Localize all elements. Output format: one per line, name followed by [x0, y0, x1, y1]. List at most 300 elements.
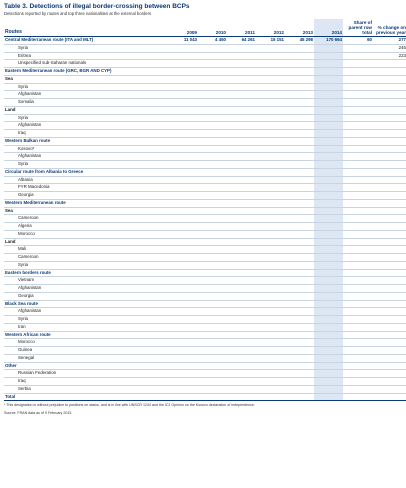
table-cell: [227, 207, 256, 215]
table-cell: [169, 261, 198, 269]
row-label: Eritrea: [4, 52, 169, 60]
table-cell: [314, 347, 343, 355]
table-cell: [285, 153, 314, 161]
table-cell: [227, 331, 256, 339]
table-cell: [227, 292, 256, 300]
table-cell: [198, 153, 227, 161]
table-cell: [285, 354, 314, 362]
row-label: Sea: [4, 207, 169, 215]
table-cell: [169, 246, 198, 254]
table-cell: [314, 122, 343, 130]
table-cell: [198, 137, 227, 145]
row-label: Land: [4, 238, 169, 246]
row-label: Albania: [4, 176, 169, 184]
table-cell: [314, 83, 343, 91]
subgroup-row: [4, 238, 406, 246]
table-cell: [227, 230, 256, 238]
table-cell: [373, 75, 406, 83]
table-cell: [256, 362, 285, 370]
table-cell: [198, 91, 227, 99]
table-cell: [227, 254, 256, 262]
table-cell: [314, 354, 343, 362]
table-cell: [285, 378, 314, 386]
table-cell: [169, 52, 198, 60]
table-cell: [256, 199, 285, 207]
route-row: [4, 199, 406, 207]
table-cell: [227, 261, 256, 269]
table-cell: [373, 60, 406, 68]
table-cell: [169, 362, 198, 370]
table-cell: [343, 176, 373, 184]
row-label: Afghanistan: [4, 308, 169, 316]
table-cell: [227, 308, 256, 316]
table-cell: [169, 230, 198, 238]
table-cell: [285, 176, 314, 184]
table-cell: [285, 137, 314, 145]
table-cell: 4 450: [198, 37, 227, 45]
table-cell: [343, 99, 373, 107]
table-cell: [285, 215, 314, 223]
table-cell: [256, 246, 285, 254]
table-cell: [314, 362, 343, 370]
row-label: Mali: [4, 246, 169, 254]
table-row: [4, 285, 406, 293]
table-cell: [256, 354, 285, 362]
row-label: Black Sea route: [4, 300, 169, 308]
row-label: Senegal: [4, 354, 169, 362]
table-cell: [343, 199, 373, 207]
table-cell: [373, 122, 406, 130]
row-label: Circular route from Albania to Greece: [4, 168, 169, 176]
table-cell: [314, 246, 343, 254]
table-cell: [227, 137, 256, 145]
table-cell: [343, 161, 373, 169]
route-row: [4, 300, 406, 308]
table-cell: [343, 230, 373, 238]
row-label: Iraq: [4, 130, 169, 138]
table-cell: [285, 199, 314, 207]
table-cell: [343, 60, 373, 68]
table-cell: [256, 331, 285, 339]
table-cell: [227, 83, 256, 91]
table-cell: [373, 238, 406, 246]
table-cell: [256, 215, 285, 223]
table-cell: 15 151: [256, 37, 285, 45]
table-cell: [343, 130, 373, 138]
table-cell: [285, 385, 314, 393]
table-cell: [343, 269, 373, 277]
table-cell: [256, 207, 285, 215]
table-cell: [169, 137, 198, 145]
table-cell: [256, 184, 285, 192]
row-label: Morocco: [4, 339, 169, 347]
table-cell: [256, 192, 285, 200]
table-subtitle: Detections reported by routes and top three nationalities at the external borders: [4, 11, 152, 16]
row-label: Afghanistan: [4, 153, 169, 161]
table-cell: [343, 52, 373, 60]
row-label: Total: [4, 393, 169, 401]
table-cell: [198, 44, 227, 52]
table-cell: [373, 130, 406, 138]
table-cell: [314, 215, 343, 223]
row-label: Eastern borders route: [4, 269, 169, 277]
table-cell: [227, 176, 256, 184]
table-cell: [285, 285, 314, 293]
table-cell: [314, 44, 343, 52]
table-cell: [169, 316, 198, 324]
table-cell: [343, 300, 373, 308]
table-cell: [314, 207, 343, 215]
row-label: Afghanistan: [4, 122, 169, 130]
table-cell: [256, 176, 285, 184]
table-cell: [285, 75, 314, 83]
table-cell: [256, 347, 285, 355]
table-cell: [198, 300, 227, 308]
table-cell: [314, 254, 343, 262]
table-row: [4, 277, 406, 285]
table-cell: [343, 254, 373, 262]
table-row: [4, 83, 406, 91]
table-cell: [314, 316, 343, 324]
table-cell: [227, 285, 256, 293]
table-cell: [198, 370, 227, 378]
table-cell: [373, 176, 406, 184]
table-cell: [343, 362, 373, 370]
row-label: Georgia: [4, 192, 169, 200]
table-row: [4, 145, 406, 153]
table-cell: [314, 114, 343, 122]
table-cell: [256, 122, 285, 130]
table-cell: [198, 68, 227, 76]
table-row: [4, 130, 406, 138]
table-cell: [285, 207, 314, 215]
route-row: [4, 331, 406, 339]
column-header: 2014: [314, 19, 343, 37]
table-cell: [256, 168, 285, 176]
table-cell: [314, 75, 343, 83]
table-cell: [373, 362, 406, 370]
table-cell: [198, 323, 227, 331]
table-cell: [227, 168, 256, 176]
table-cell: [227, 153, 256, 161]
table-cell: [198, 168, 227, 176]
table-row: [4, 153, 406, 161]
table-cell: [285, 91, 314, 99]
table-cell: [373, 137, 406, 145]
table-cell: [343, 68, 373, 76]
table-cell: [343, 192, 373, 200]
table-cell: [198, 60, 227, 68]
table-cell: [198, 122, 227, 130]
table-cell: [169, 99, 198, 107]
table-cell: [343, 207, 373, 215]
table-cell: [256, 83, 285, 91]
table-cell: [256, 254, 285, 262]
table-cell: [373, 378, 406, 386]
table-cell: [285, 130, 314, 138]
table-cell: [169, 331, 198, 339]
table-cell: [343, 277, 373, 285]
table-cell: [169, 277, 198, 285]
row-label: Afghanistan: [4, 91, 169, 99]
table-cell: [256, 52, 285, 60]
table-header-row: [4, 19, 406, 37]
table-cell: [343, 106, 373, 114]
table-cell: [343, 215, 373, 223]
table-cell: [169, 207, 198, 215]
table-row: [4, 176, 406, 184]
table-cell: [373, 168, 406, 176]
table-cell: [227, 215, 256, 223]
table-cell: [256, 261, 285, 269]
row-label: Central Mediterranean route (ITA and MLT): [4, 37, 169, 45]
table-cell: [373, 292, 406, 300]
subgroup-row: [4, 75, 406, 83]
table-cell: [373, 385, 406, 393]
table-cell: [227, 91, 256, 99]
table-cell: [285, 331, 314, 339]
table-cell: [198, 199, 227, 207]
table-cell: [373, 145, 406, 153]
table-cell: [285, 339, 314, 347]
table-row: [4, 246, 406, 254]
table-cell: [285, 145, 314, 153]
table-cell: [373, 331, 406, 339]
table-cell: [343, 292, 373, 300]
table-cell: [169, 254, 198, 262]
table-cell: [373, 261, 406, 269]
table-cell: [227, 277, 256, 285]
table-cell: [285, 106, 314, 114]
table-cell: [198, 277, 227, 285]
row-label: Syria: [4, 44, 169, 52]
route-row: [4, 168, 406, 176]
table-row: [4, 161, 406, 169]
table-cell: [169, 75, 198, 83]
table-cell: [169, 176, 198, 184]
table-cell: [314, 130, 343, 138]
table-row: [4, 230, 406, 238]
table-cell: [343, 331, 373, 339]
table-cell: [169, 145, 198, 153]
table-cell: [169, 370, 198, 378]
table-cell: [285, 114, 314, 122]
table-cell: [285, 168, 314, 176]
table-cell: [373, 370, 406, 378]
row-label: Syria: [4, 161, 169, 169]
table-cell: [343, 122, 373, 130]
table-cell: [198, 106, 227, 114]
table-cell: [198, 215, 227, 223]
table-row: [4, 261, 406, 269]
table-cell: [285, 238, 314, 246]
table-cell: 245: [373, 44, 406, 52]
table-cell: [227, 192, 256, 200]
table-cell: [227, 316, 256, 324]
row-label: Land: [4, 106, 169, 114]
table-cell: [314, 52, 343, 60]
table-cell: [373, 223, 406, 231]
table-row: [4, 184, 406, 192]
table-cell: [256, 75, 285, 83]
table-cell: [343, 114, 373, 122]
table-cell: [314, 393, 343, 401]
column-header: 2012: [256, 19, 285, 37]
table-cell: [285, 192, 314, 200]
table-cell: [198, 184, 227, 192]
table-row: [4, 114, 406, 122]
table-cell: [169, 114, 198, 122]
table-cell: [343, 370, 373, 378]
table-cell: 11 043: [169, 37, 198, 45]
table-cell: [198, 378, 227, 386]
table-cell: [343, 137, 373, 145]
table-row: [4, 339, 406, 347]
table-cell: [256, 153, 285, 161]
table-cell: [314, 192, 343, 200]
table-cell: [343, 75, 373, 83]
subgroup-row: [4, 207, 406, 215]
row-label: Other: [4, 362, 169, 370]
table-cell: [285, 300, 314, 308]
document-page: [4, 3, 406, 416]
table-cell: [373, 153, 406, 161]
table-cell: [373, 215, 406, 223]
table-cell: [285, 99, 314, 107]
table-cell: [314, 137, 343, 145]
table-cell: [285, 246, 314, 254]
table-cell: [343, 285, 373, 293]
table-cell: [256, 99, 285, 107]
table-cell: [314, 230, 343, 238]
table-cell: [227, 223, 256, 231]
table-cell: [314, 238, 343, 246]
table-cell: [227, 52, 256, 60]
row-label: Iraq: [4, 378, 169, 386]
table-cell: [169, 292, 198, 300]
table-cell: [373, 99, 406, 107]
table-row: [4, 192, 406, 200]
row-label: Afghanistan: [4, 285, 169, 293]
table-row: [4, 91, 406, 99]
table-body: [4, 37, 406, 401]
column-header: 2010: [198, 19, 227, 37]
row-label: Cameroon: [4, 215, 169, 223]
table-row: [4, 122, 406, 130]
table-cell: [198, 385, 227, 393]
table-cell: [256, 106, 285, 114]
table-cell: [314, 176, 343, 184]
table-cell: [256, 378, 285, 386]
table-cell: [198, 83, 227, 91]
table-cell: [198, 269, 227, 277]
table-cell: [256, 277, 285, 285]
table-cell: [314, 370, 343, 378]
table-cell: [285, 269, 314, 277]
table-cell: [169, 215, 198, 223]
table-cell: [169, 339, 198, 347]
table-cell: [198, 331, 227, 339]
table-cell: [256, 223, 285, 231]
row-label: Syria: [4, 83, 169, 91]
table-cell: 45 298: [285, 37, 314, 45]
table-cell: [256, 91, 285, 99]
table-cell: [314, 339, 343, 347]
row-label: Kosovo*: [4, 145, 169, 153]
table-cell: [198, 52, 227, 60]
table-cell: [169, 83, 198, 91]
table-cell: [343, 308, 373, 316]
row-label: Guinea: [4, 347, 169, 355]
table-cell: [285, 308, 314, 316]
table-cell: [227, 68, 256, 76]
table-cell: [285, 60, 314, 68]
table-cell: [169, 285, 198, 293]
route-row: [4, 137, 406, 145]
table-row: [4, 385, 406, 393]
row-label: Vietnam: [4, 277, 169, 285]
table-cell: [343, 153, 373, 161]
table-cell: [314, 385, 343, 393]
table-cell: [198, 362, 227, 370]
table-cell: [198, 308, 227, 316]
table-cell: [256, 238, 285, 246]
table-cell: [285, 230, 314, 238]
table-cell: [227, 393, 256, 401]
table-cell: [373, 192, 406, 200]
table-cell: [256, 161, 285, 169]
row-label: Cameroon: [4, 254, 169, 262]
table-cell: [198, 75, 227, 83]
route-row: [4, 68, 406, 76]
table-cell: [227, 75, 256, 83]
table-cell: [343, 246, 373, 254]
table-cell: [227, 130, 256, 138]
table-cell: [198, 176, 227, 184]
table-cell: [314, 269, 343, 277]
table-cell: [227, 199, 256, 207]
table-cell: [373, 161, 406, 169]
table-cell: [198, 261, 227, 269]
table-cell: [256, 60, 285, 68]
column-header: 2009: [169, 19, 198, 37]
table-cell: [198, 145, 227, 153]
table-cell: [343, 261, 373, 269]
table-cell: [256, 385, 285, 393]
table-cell: [373, 199, 406, 207]
source-note: Source: FRAN data as of 9 February 2015: [4, 410, 72, 415]
table-cell: 277: [373, 37, 406, 45]
table-cell: [169, 60, 198, 68]
table-cell: [285, 52, 314, 60]
table-cell: [198, 316, 227, 324]
table-cell: [169, 385, 198, 393]
table-row: [4, 223, 406, 231]
table-row: [4, 347, 406, 355]
table-cell: [169, 223, 198, 231]
table-cell: [256, 300, 285, 308]
table-cell: [373, 254, 406, 262]
table-cell: [169, 130, 198, 138]
table-cell: [285, 393, 314, 401]
table-cell: [314, 60, 343, 68]
table-cell: [373, 184, 406, 192]
row-label: Syria: [4, 114, 169, 122]
table-cell: [285, 122, 314, 130]
table-cell: [256, 292, 285, 300]
table-cell: [314, 184, 343, 192]
table-cell: [169, 238, 198, 246]
